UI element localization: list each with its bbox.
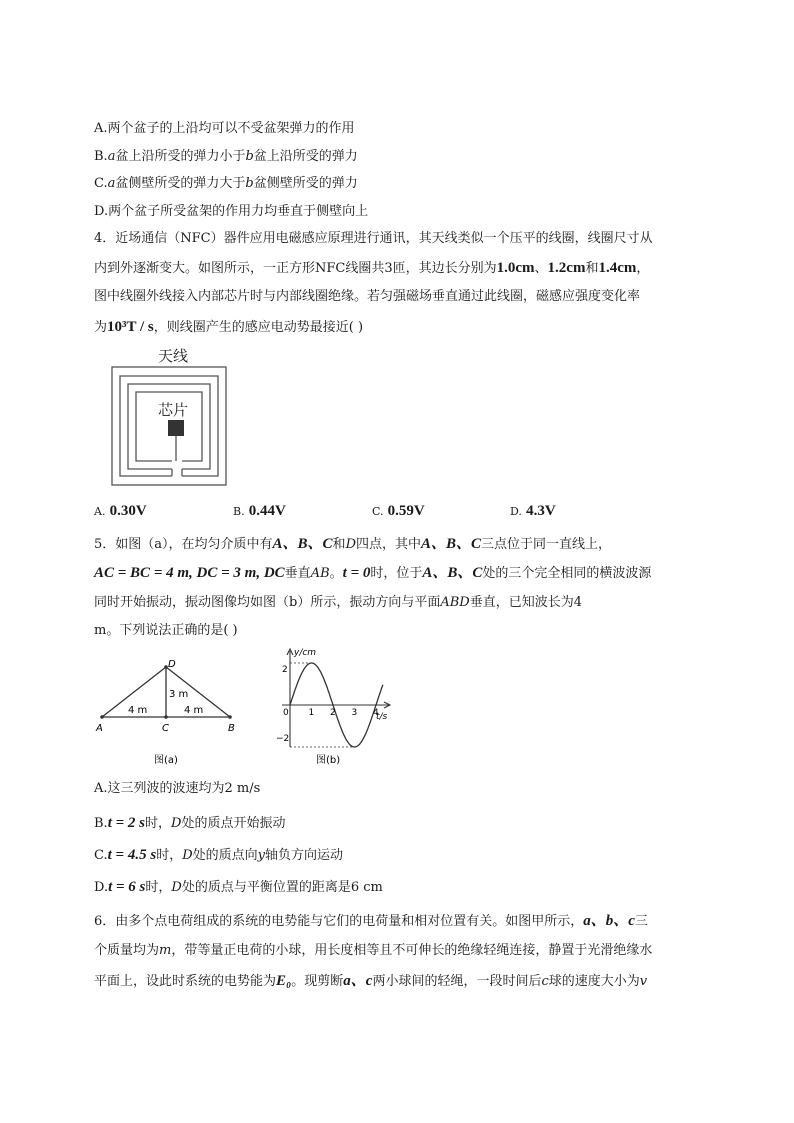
q3-option-c: C.a盆侧壁所受的弹力大于b盆侧壁所受的弹力 — [94, 176, 358, 191]
x-tick-3: 3 — [351, 708, 358, 718]
q6-stem-line2: 个质量均为m，带等量正电荷的小球，用长度相等且不可伸长的绝缘轻绳连接，静置于光滑绝缘水 — [94, 943, 653, 958]
q5-option-d: D.t = 6 s时，D处的质点与平衡位置的距离是6 cm — [94, 879, 383, 895]
q4-stem-line2: 内到外逐渐变大。如图所示，一正方形NFC线圈共3匝，其边长分别为1.0cm、1.2cm和1.4cm， — [94, 260, 650, 276]
q5-option-c: C.t = 4.5 s时，D处的质点向y轴负方向运动 — [94, 847, 344, 863]
q5-option-b: B.t = 2 s时，D处的质点开始振动 — [94, 815, 286, 831]
point-d-label: D — [168, 659, 176, 670]
x-tick-1: 1 — [308, 708, 315, 718]
antenna-label: 天线 — [158, 347, 189, 365]
point-a-label: A — [96, 723, 103, 734]
q4-option-a: A. 0.30V — [94, 503, 147, 519]
dc-length-label: 3 m — [169, 689, 189, 700]
q5-stem-line2: AC = BC = 4 m, DC = 3 m, DC垂直AB。t = 0时，位于A、B、C处的三个完全相同的横波波源 — [94, 565, 652, 581]
point-c-label: C — [162, 723, 169, 734]
y-tick-bottom: −2 — [276, 734, 290, 744]
cb-length-label: 4 m — [184, 705, 204, 716]
x-tick-2: 2 — [330, 708, 336, 718]
q6-stem-line1: 6．由多个点电荷组成的系统的电势能与它们的电荷量和相对位置有关。如图甲所示，a、b、c三 — [94, 913, 648, 929]
q6-stem-line3: 平面上，设此时系统的电势能为E₀。现剪断a、c两小球间的轻绳，一段时间后c球的速度大小为v — [94, 973, 648, 989]
q4-option-d: D. 4.3V — [510, 503, 556, 519]
figure-b-caption: 图(b) — [316, 755, 341, 766]
ac-length-label: 4 m — [128, 705, 148, 716]
q5-option-a: A.这三列波的波速均为2 m/s — [94, 781, 261, 796]
q4-options — [94, 503, 714, 527]
q4-option-b: B. 0.44V — [233, 503, 286, 519]
figure-a-caption: 图(a) — [154, 755, 178, 766]
q3-option-d: D.两个盆子所受盆架的作用力均垂直于侧壁向上 — [94, 204, 369, 219]
q4-option-c: C. 0.59V — [372, 503, 425, 519]
nfc-coil-figure — [108, 345, 232, 489]
chip-label: 芯片 — [158, 401, 189, 419]
q4-stem-line3: 图中线圈外线接入内部芯片时与内部线圈绝缘。若匀强磁场垂直通过此线圈，磁感应强度变化率 — [94, 289, 641, 304]
q4-stem-line1: 4．近场通信（NFC）器件应用电磁感应原理进行通讯，其天线类似一个压平的线圈，线圈尺寸从 — [94, 231, 653, 246]
point-b-label: B — [228, 723, 235, 734]
q5-stem-line4: m。下列说法正确的是( ) — [94, 623, 238, 638]
y-axis-label: y/cm — [294, 648, 317, 658]
origin-label: 0 — [283, 708, 289, 718]
q5-stem-line1: 5．如图（a），在均匀介质中有A、B、C和D四点，其中A、B、C三点位于同一直线上， — [94, 536, 612, 552]
q3-option-a: A.两个盆子的上沿均可以不受盆架弹力的作用 — [94, 121, 355, 136]
x-tick-4: 4 — [373, 708, 379, 718]
q3-option-b: B.a盆上沿所受的弹力小于b盆上沿所受的弹力 — [94, 149, 358, 164]
q5-stem-line3: 同时开始振动，振动图像均如图（b）所示，振动方向与平面ABD垂直，已知波长为4 — [94, 595, 582, 610]
q4-stem-line4: 为10³T / s，则线圈产生的感应电动势最接近( ) — [94, 319, 364, 335]
x-axis-label: t/s — [376, 712, 388, 722]
y-tick-top: 2 — [282, 665, 288, 675]
chip-square — [168, 420, 184, 436]
triangle-figure-a — [94, 655, 244, 770]
vibration-graph-b — [272, 645, 397, 770]
